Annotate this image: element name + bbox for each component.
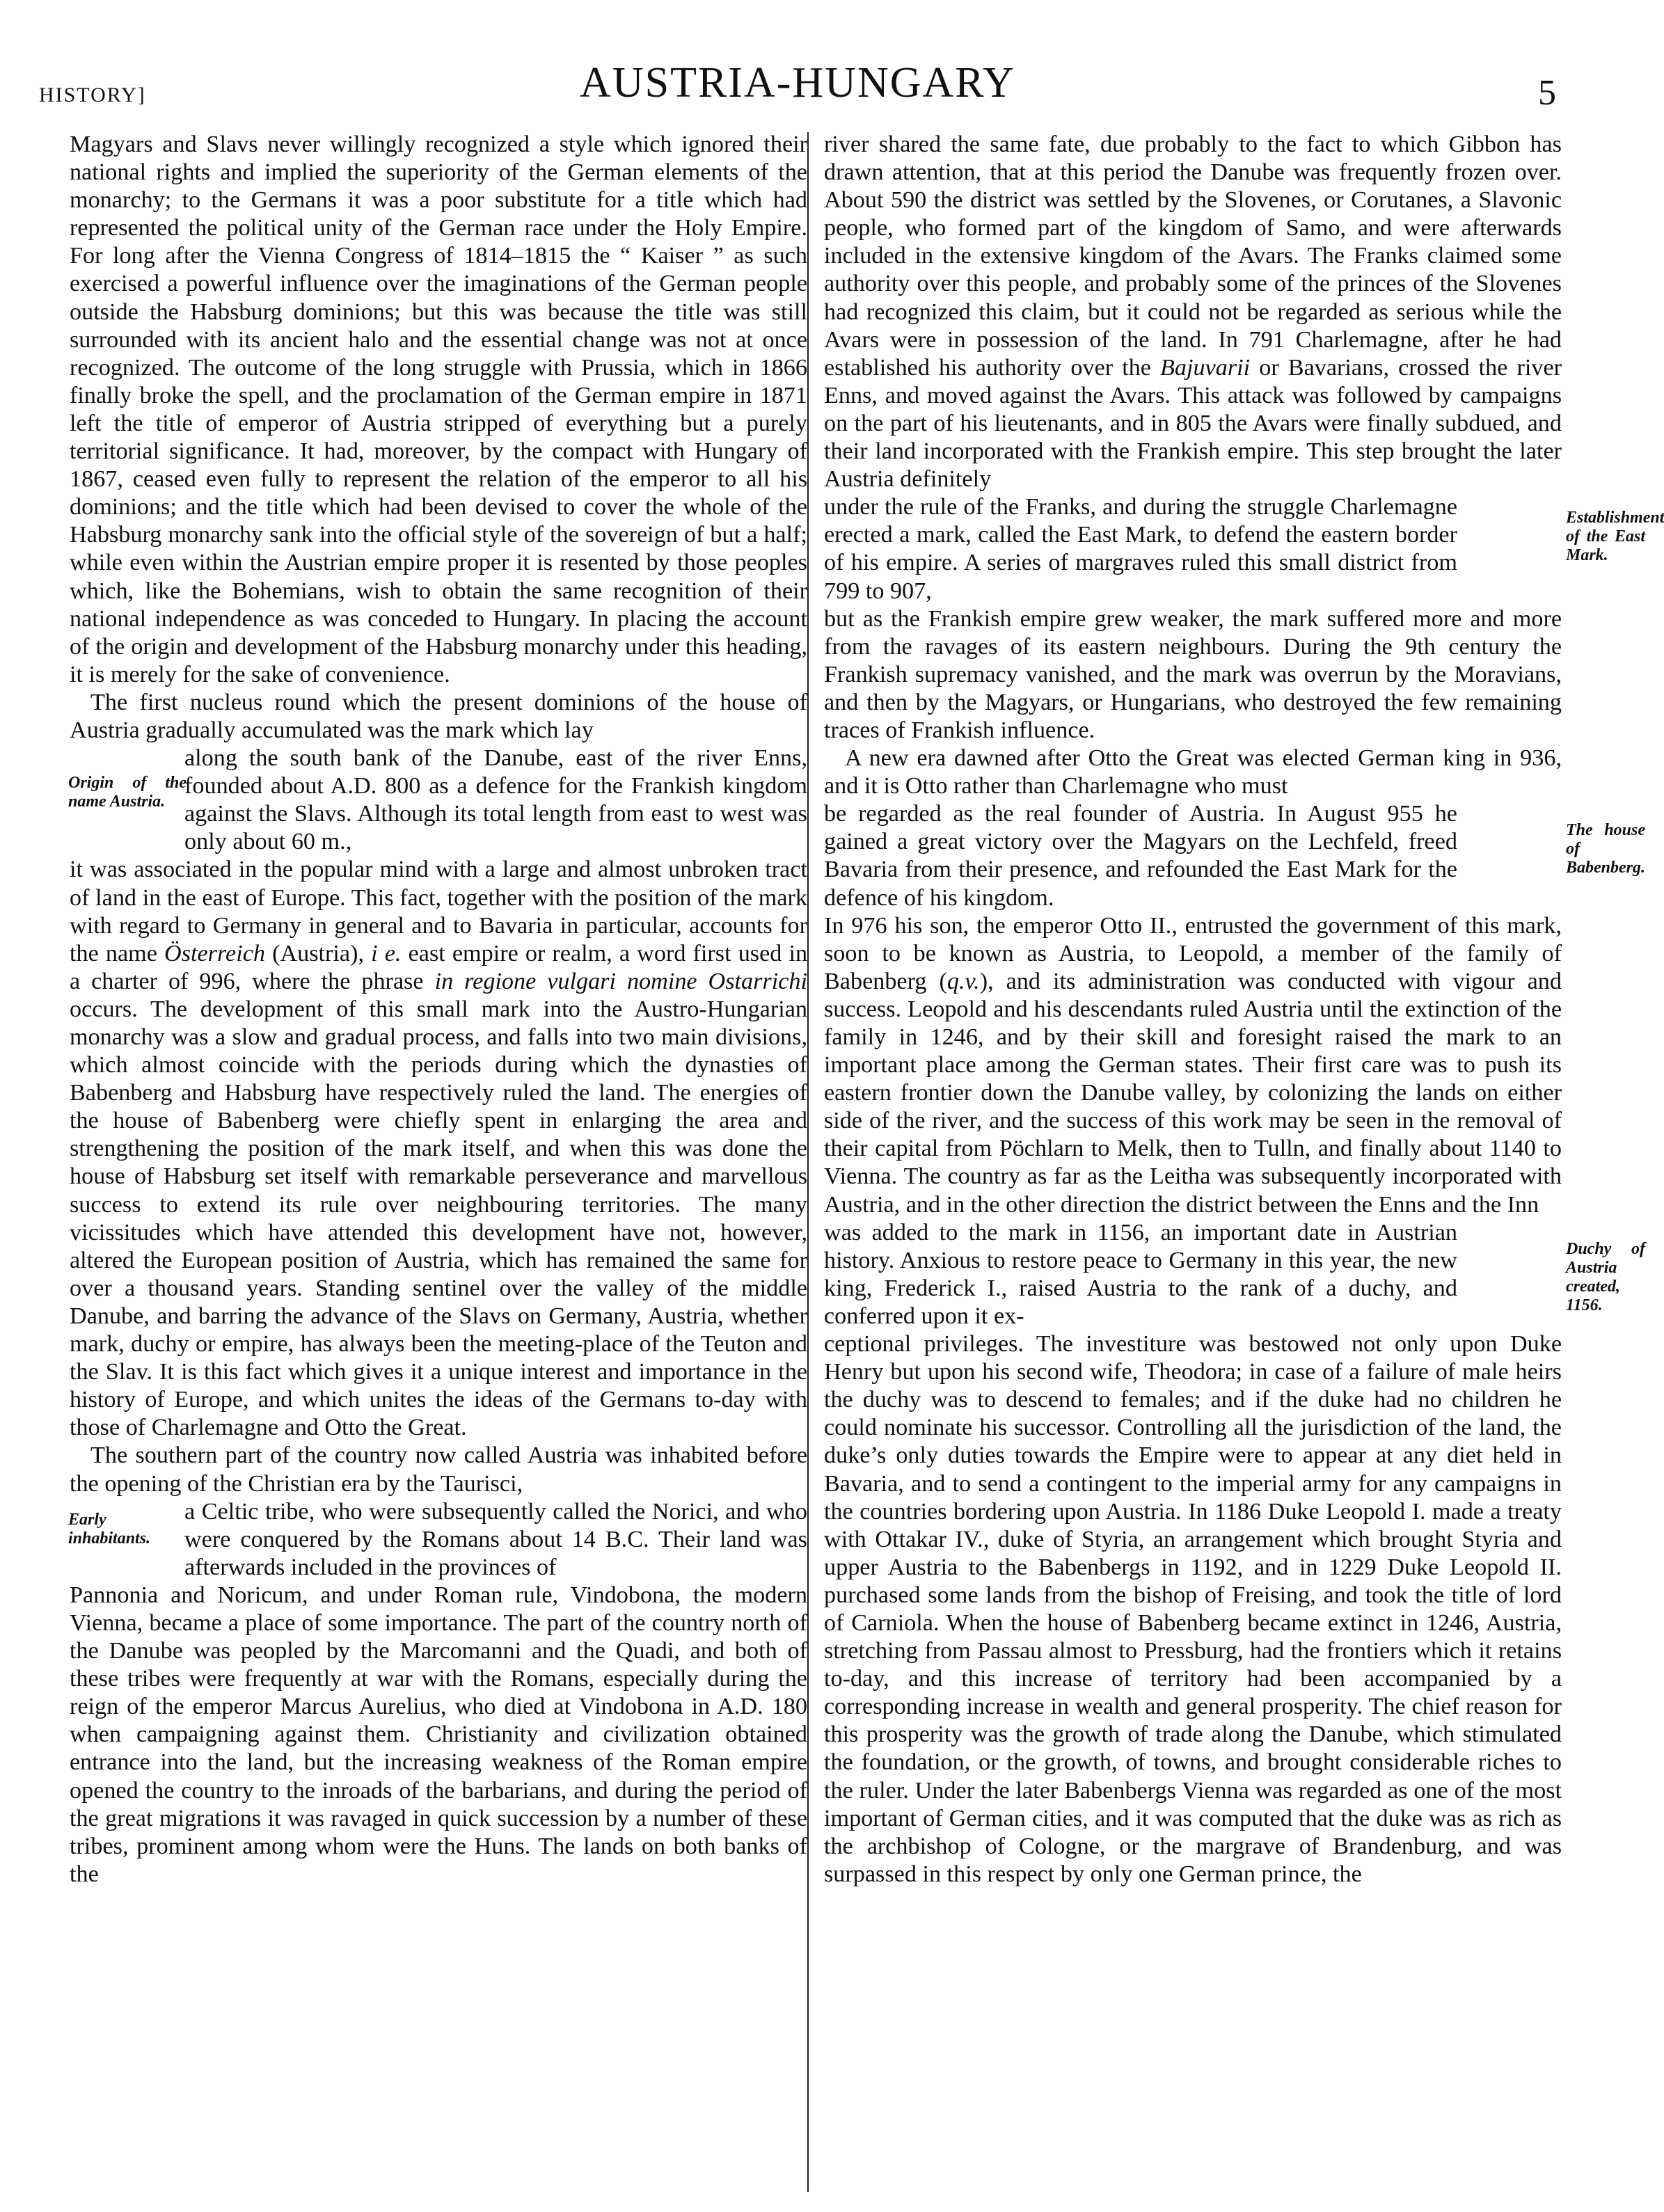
column-divider bbox=[807, 132, 809, 2192]
term: i e. bbox=[371, 940, 402, 966]
paragraph-text: or Bavarians, crossed the river Enns, and moved against the Avars. This attack was followed by campaigns on the part of his lieutenants, and in 805 the Avars were finally subdued, and their land incorporated with the Frankish empire. This step brought the later Austria definitely bbox=[824, 354, 1562, 493]
running-head: HISTORY] bbox=[39, 83, 146, 106]
paragraph bbox=[824, 912, 1562, 1219]
right-column bbox=[824, 131, 1664, 2190]
paragraph bbox=[70, 689, 807, 745]
term: Österreich bbox=[164, 940, 265, 966]
side-note: The house of Babenberg. bbox=[1566, 821, 1645, 877]
term: in regione vulgari nomine Ostarrichi bbox=[434, 968, 808, 994]
paragraph-text: east empire or realm, a word first used in a charter of 996, where the phrase bbox=[70, 940, 808, 994]
page-number: 5 bbox=[1538, 73, 1556, 113]
side-note: Early inhabitants. bbox=[68, 1510, 151, 1547]
left-column bbox=[70, 131, 807, 2190]
paragraph-text: occurs. The development of this small mark into the Austro-Hungarian monarchy was a slow and gradual process, and falls into two main divisions, which almost coincide with the periods during which the dynasties of Babenberg and Habsburg have respectively ruled the land. The energies of the house of Babenberg were chiefly spent in enlarging the area and strengthening the position of the mark itself, and when this was done the house of Habsburg set itself with remarkable perseverance and marvellous success to extend its rule over neighbouring territories. The many vicissitudes which have attended this development have not, however, altered the European position of Austria, which has remained the same for over a thousand years. Standing sentinel over the valley of the middle Danube, and barring the advance of the Slavs on Germany, Austria, whether mark, duchy or empire, has always been the meeting-place of the Teuton and the Slav. It is this fact which gives it a unique interest and importance in the history of Europe, and which unites the ideas of the Germans to-day with those of Charlemagne and Otto the Great. bbox=[70, 996, 807, 1441]
side-note: Establishment of the East Mark. bbox=[1566, 509, 1664, 565]
paragraph-text: under the rule of the Franks, and during the struggle Charlemagne erected a mark, called the East Mark, to defend the eastern border of his empire. A series of margraves ruled this small district from 799 to 907, bbox=[824, 494, 1457, 604]
term: Bajuvarii bbox=[1160, 354, 1251, 381]
paragraph-text: The first nucleus round which the present dominions of the house of Austria gradually accumulated was the mark which lay bbox=[70, 689, 807, 743]
paragraph-text: was added to the mark in 1156, an important date in Austrian history. Anxious to restore peace to Germany in this year, the new king, Frederick I., raised Austria to the rank of a duchy, and conferred upon it ex- bbox=[824, 1219, 1457, 1329]
paragraph-text: In 976 his son, the emperor Otto II., entrusted the government of this mark, soon to be known as Austria, to Leopold, a member of the family of Babenberg ( bbox=[824, 912, 1562, 994]
sidenote-block bbox=[70, 1498, 807, 1582]
paragraph-text: a Celtic tribe, who were subsequently called the Norici, and who were conquered by the Romans about 14 B.C. Their land was afterwards included in the provinces of bbox=[184, 1498, 807, 1580]
paragraph-text: ), and its administration was conducted with vigour and success. Leopold and his descendants ruled Austria until the extinction of the family in 1246, and by their skill and foresight raised the mark to an important place among the German states. Their first care was to push its eastern frontier down the Danube valley, by colonizing the lands on either side of the river, and the success of this work may be seen in the removal of their capital from Pöchlarn to Melk, then to Tulln, and finally about 1140 to Vienna. The country as far as the Leitha was subsequently incorporated with Austria, and in the other direction the district between the Enns and the Inn bbox=[824, 968, 1562, 1218]
paragraph bbox=[824, 131, 1562, 493]
paragraph: but as the Frankish empire grew weaker, the mark suffered more and more from the ravages of its eastern neighbours. During the 9th century the Frankish supremacy vanished, and the mark was overrun by the Moravians, and then by the Magyars, or Hungarians, who destroyed the few remaining traces of Frankish influence. bbox=[824, 605, 1562, 743]
page-header bbox=[39, 58, 1556, 114]
sidenote-block bbox=[824, 493, 1664, 605]
sidenote-block bbox=[70, 745, 807, 856]
paragraph: Magyars and Slavs never willingly recognized a style which ignored their national rights and implied the superiority of the German elements of the monarchy; to the Germans it was a poor substitute for a title which had represented the political unity of the German race under the Holy Empire. For long after the Vienna Congress of 1814–1815 the “ Kaiser ” as such exercised a powerful influence over the imaginations of the German people outside the Habsburg dominions; but this was because the title was still surrounded with its ancient halo and the essential change was not at once recognized. The outcome of the long struggle with Prussia, which in 1866 finally broke the spell, and the proclamation of the German empire in 1871 left the title of emperor of Austria stripped of everything but a purely territorial significance. It had, moreover, by the compact with Hungary of 1867, ceased even fully to represent the relation of the emperor to all his dominions; and the title which had been devised to cover the whole of the Habsburg monarchy sank into the official style of the sovereign of but a half; while even within the Austrian empire proper it is resented by those peoples which, like the Bohemians, wish to obtain the same recognition of their national independence as was conceded to Hungary. In placing the account of the origin and development of the Habsburg monarchy under this heading, it is merely for the sake of convenience. bbox=[70, 132, 807, 687]
paragraph-text: be regarded as the real founder of Austria. In August 955 he gained a great victory over the Magyars on the Lechfeld, freed Bavaria from their presence, and refounded the East Mark for the defence of his kingdom. bbox=[824, 801, 1457, 911]
paragraph: A new era dawned after Otto the Great was elected German king in 936, and it is Otto rather than Charlemagne who must bbox=[824, 745, 1562, 799]
paragraph-text: river shared the same fate, due probably to the fact to which Gibbon has drawn attention, that at this period the Danube was frequently frozen over. About 590 the district was settled by the Slovenes, or Corutanes, a Slavonic people, who formed part of the kingdom of Samo, and were afterwards included in the extensive kingdom of the Avars. The Franks claimed some authority over this people, and probably some of the princes of the Slovenes had recognized this claim, but it could not be regarded as serious while the Avars were in possession of the land. In 791 Charlemagne, after he had established his authority over the bbox=[824, 132, 1562, 381]
paragraph-text: along the south bank of the Danube, east of the river Enns, founded about A.D. 800 as a defence for the Frankish kingdom against the Slavs. Although its total length from east to west was only about 60 m., bbox=[184, 745, 807, 855]
paragraph: The southern part of the country now called Austria was inhabited before the opening of the Christian era by the Taurisci, bbox=[70, 1442, 807, 1497]
term: q.v. bbox=[946, 968, 980, 994]
side-note: Duchy of Austria created, 1156. bbox=[1566, 1239, 1645, 1314]
paragraph: Pannonia and Noricum, and under Roman rule, Vindobona, the modern Vienna, became a place of some importance. The part of the country north of the Danube was peopled by the Marcomanni and the Quadi, and both of these tribes were frequently at war with the Romans, especially during the reign of the emperor Marcus Aurelius, who died at Vindobona in A.D. 180 when campaigning against them. Christianity and civilization obtained entrance into the land, but the increasing weakness of the Roman empire opened the country to the inroads of the barbarians, and during the period of the great migrations it was ravaged in quick succession by a number of these tribes, prominent among whom were the Huns. The lands on both banks of the bbox=[70, 1582, 807, 1887]
side-note: Origin of the name Austria. bbox=[68, 774, 187, 811]
paragraph-text: it was associated in the popular mind with a large and almost unbroken tract of land in the east of Europe. This fact, together with the position of the mark with regard to Germany in general and to Bavaria in particular, accounts for the name bbox=[70, 857, 807, 966]
page-title: AUSTRIA-HUNGARY bbox=[580, 59, 1015, 106]
paragraph bbox=[70, 856, 807, 1442]
paragraph: ceptional privileges. The investiture was bestowed not only upon Duke Henry but upon his second wife, Theodora; in case of a failure of male heirs the duchy was to descend to females; and if the duke had no children he could nominate his successor. Controlling all the jurisdiction of the land, the duke’s only duties towards the Empire were to appear at any diet held in Bavaria, and to send a contingent to the imperial army for any campaigns in the countries bordering upon Austria. In 1186 Duke Leopold I. made a treaty with Ottakar IV., duke of Styria, an arrangement which brought Styria and upper Austria to the Babenbergs in 1192, and in 1229 Duke Leopold II. purchased some lands from the bishop of Freising, and took the title of lord of Carniola. When the house of Babenberg became extinct in 1246, Austria, stretching from Passau almost to Pressburg, had the frontiers which it retains to-day, and this increase of territory had been accompanied by a corresponding increase in wealth and general prosperity. The chief reason for this prosperity was the growth of trade along the Danube, which stimulated the foundation, or the growth, of towns, and brought considerable riches to the ruler. Under the later Babenbergs Vienna was regarded as one of the most important of German cities, and it was computed that the duke was as rich as the archbishop of Cologne, or the margrave of Brandenburg, and was surpassed in this respect by only one German prince, the bbox=[824, 1331, 1562, 1887]
paragraph-text: (Austria), bbox=[272, 940, 365, 966]
sidenote-block bbox=[824, 1219, 1645, 1330]
sidenote-block bbox=[824, 800, 1645, 912]
